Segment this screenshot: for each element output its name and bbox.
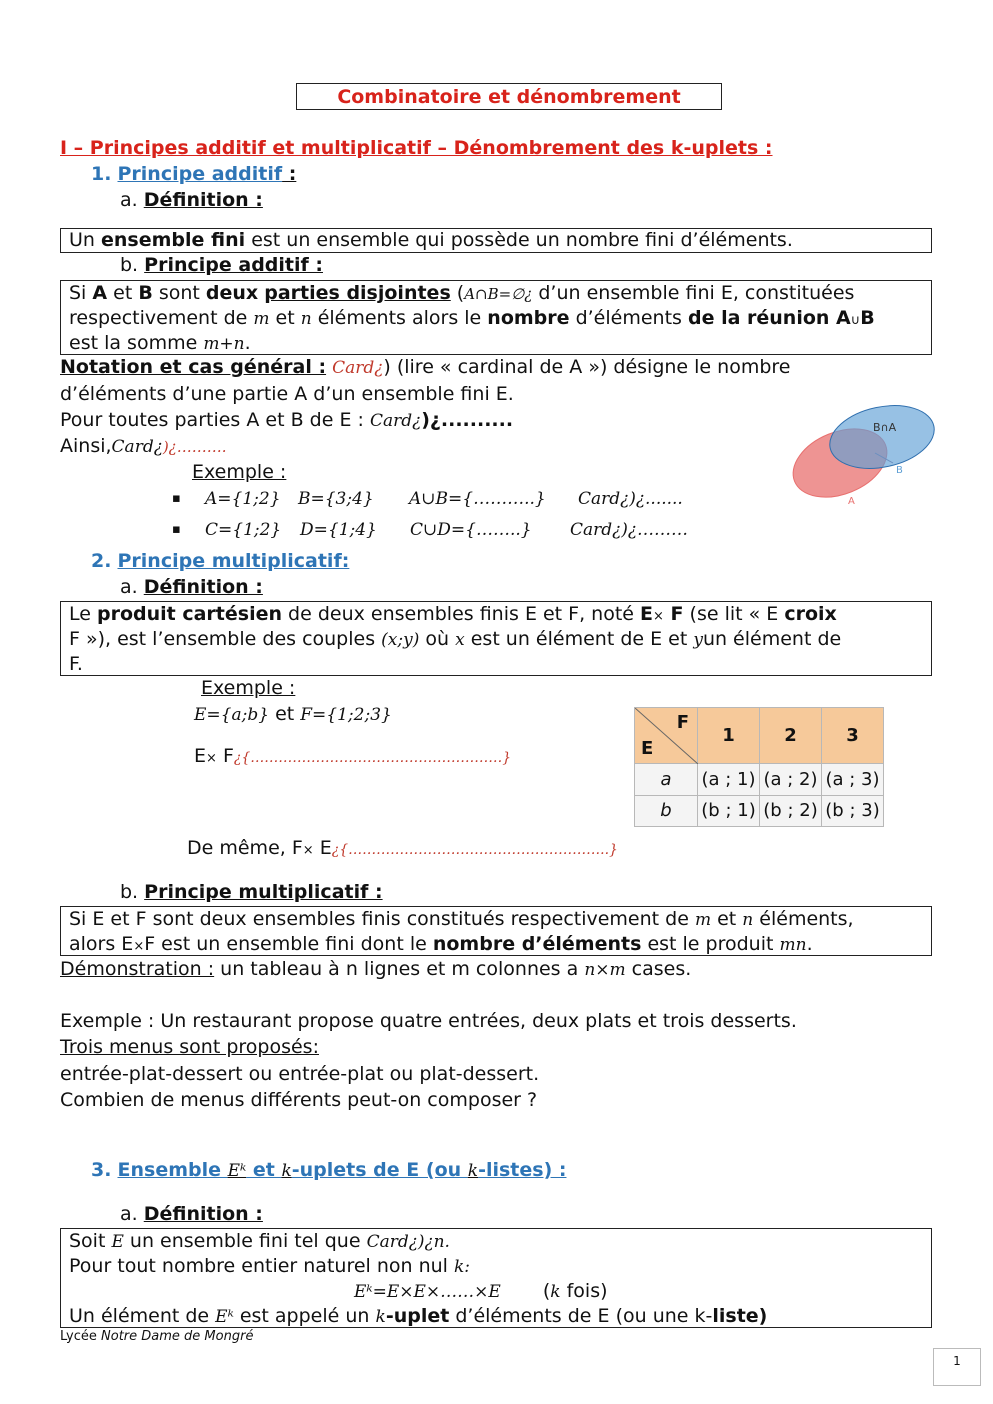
table-corner <box>635 708 698 764</box>
t: respectivement de <box>69 307 254 329</box>
t: nombre d’éléments <box>432 933 642 955</box>
definition-text <box>69 229 793 251</box>
line <box>69 306 875 333</box>
corner-e: E <box>641 738 654 759</box>
math: A={1;2} <box>205 489 281 509</box>
t: )¿.......... <box>421 409 514 431</box>
t: parties disjointes <box>264 282 451 304</box>
footer-school <box>60 1329 253 1344</box>
item-letter: a. <box>120 576 138 598</box>
t: E <box>313 837 332 859</box>
t: de deux ensembles finis E et F, noté <box>282 603 641 625</box>
t: F »), est l’ensemble des couples <box>69 628 382 650</box>
toutes-parties-line <box>60 409 513 431</box>
math: y <box>693 630 703 650</box>
sub-label: Principe multiplicatif: <box>117 550 350 572</box>
math: Card¿)¿....... <box>578 489 683 509</box>
math: m <box>694 910 712 930</box>
math: (x;y) <box>381 630 420 650</box>
t: . <box>806 933 813 955</box>
label-a: A <box>848 496 855 507</box>
sub-number: 1. <box>91 163 112 185</box>
line <box>354 1279 608 1305</box>
table-cell: (b ; 2) <box>760 795 822 827</box>
item-letter: a. <box>120 1203 138 1225</box>
math: k <box>550 1282 561 1302</box>
resto-line-4: Combien de menus différents peut-on composer ? <box>60 1089 538 1111</box>
corner-f: F <box>676 712 689 733</box>
math: C={1;2} <box>205 520 282 540</box>
t: ( <box>450 282 465 304</box>
t: deux <box>205 282 259 304</box>
exemple-label: Exemple : <box>192 461 287 483</box>
item-label: Définition : <box>143 189 263 211</box>
line <box>69 907 854 933</box>
t: ) (lire « cardinal de A ») désigne le nombre <box>383 356 791 378</box>
t: éléments, <box>753 908 854 930</box>
col-header: 3 <box>822 708 884 764</box>
sub-number: 3. <box>91 1159 112 1181</box>
math: k <box>375 1307 386 1327</box>
math: Eᵏ <box>227 1161 247 1181</box>
page-title: Combinatoire et dénombrement <box>337 86 681 108</box>
item-label: Définition : <box>143 1203 263 1225</box>
item-b-multiplicatif <box>120 881 383 903</box>
t: et <box>107 282 139 304</box>
t: Notre Dame de Mongré <box>101 1329 254 1344</box>
t: ∪ <box>850 313 861 328</box>
math: mn <box>779 935 807 955</box>
t: fois) <box>560 1280 608 1302</box>
item-label: Définition : <box>143 576 263 598</box>
line <box>69 602 837 629</box>
subsection-additif <box>91 163 296 185</box>
label-b-inter-a: B∩A <box>873 421 897 434</box>
t: Un élément de <box>69 1305 216 1327</box>
notation-label: Notation et cas général : <box>60 356 327 378</box>
math: n <box>300 309 312 329</box>
t: est la somme <box>69 332 204 354</box>
t: . <box>244 332 251 354</box>
table-cell: (b ; 1) <box>698 795 760 827</box>
t: -uplets de E (ou <box>291 1159 468 1181</box>
t: et <box>269 307 301 329</box>
t: est un ensemble qui possède un nombre fini d’éléments. <box>245 229 793 251</box>
resto-line-2: Trois menus sont proposés: <box>60 1036 319 1058</box>
t: B <box>138 282 153 304</box>
t: ( <box>542 1280 551 1302</box>
sub-number: 2. <box>91 550 112 572</box>
t: alors E <box>69 933 134 955</box>
math: Card¿)¿n. <box>366 1232 450 1252</box>
t: un tableau à n lignes et m colonnes a <box>214 958 585 980</box>
t: et <box>711 908 743 930</box>
math: Card¿ <box>111 437 163 457</box>
t: Soit <box>69 1230 112 1252</box>
math: k <box>281 1161 292 1181</box>
t: -listes) : <box>478 1159 567 1181</box>
math: Eᵏ=E×E×……×E <box>354 1282 501 1302</box>
math: D={1;4} <box>300 520 377 540</box>
t: est le produit <box>641 933 780 955</box>
t: E <box>640 603 654 625</box>
demonstration-line <box>60 958 691 980</box>
subsection-multiplicatif <box>91 550 349 572</box>
math: Card¿ <box>369 411 422 431</box>
math: n×m <box>584 960 626 980</box>
t: F <box>216 745 234 767</box>
line <box>69 627 841 653</box>
math: Card¿)¿……… <box>570 520 689 540</box>
t: F est un ensemble fini dont le <box>144 933 433 955</box>
math: F={1;2;3} <box>300 705 392 725</box>
bullet: ▪ <box>172 491 181 506</box>
math: m+n <box>203 334 245 354</box>
t: nombre <box>487 307 570 329</box>
t: E <box>194 745 207 767</box>
line <box>69 281 854 307</box>
math: E <box>111 1232 124 1252</box>
t: × <box>206 751 217 766</box>
venn-diagram <box>785 400 935 510</box>
t: cases. <box>625 958 692 980</box>
math: ¿{………………………………………………..} <box>331 842 618 858</box>
math: x <box>455 630 465 650</box>
t: (se lit « E <box>683 603 785 625</box>
math: ¿{………………………………………………} <box>233 750 512 766</box>
math: k <box>467 1161 479 1181</box>
t: Le <box>69 603 97 625</box>
t: et <box>269 703 301 725</box>
row-header: a <box>635 764 698 796</box>
item-label: Principe additif : <box>144 254 323 276</box>
t: Pour toutes parties A et B de E : <box>60 409 370 431</box>
math: E={a;b} <box>194 705 270 725</box>
exf-line <box>194 745 511 767</box>
table-cell: (a ; 2) <box>760 764 822 796</box>
t: d’un ensemble fini E, constituées <box>532 282 855 304</box>
t: Si <box>69 282 93 304</box>
math: A∩B=∅¿ <box>464 285 533 303</box>
t: Ainsi, <box>60 435 112 457</box>
item-a-definition <box>120 189 263 211</box>
t: Un <box>69 229 101 251</box>
t: un ensemble fini tel que <box>123 1230 367 1252</box>
resto-line-1: Exemple : Un restaurant propose quatre entrées, deux plats et trois desserts. <box>60 1010 797 1032</box>
math: m <box>253 309 270 329</box>
bullet: ▪ <box>172 522 181 537</box>
math: k: <box>454 1257 471 1277</box>
line <box>69 331 251 357</box>
notation-line <box>60 356 790 378</box>
item-letter: b. <box>120 881 139 903</box>
item-label: Principe multiplicatif : <box>144 881 383 903</box>
exemple-label-2: Exemple : <box>201 677 296 699</box>
item-letter: b. <box>120 254 139 276</box>
t: est un élément de E et <box>464 628 694 650</box>
section-heading: I – Principes additif et multiplicatif – Dénombrement des k-uplets : <box>60 137 773 159</box>
t: A <box>92 282 108 304</box>
line <box>69 1229 450 1255</box>
t: × <box>302 843 314 858</box>
t: où <box>419 628 456 650</box>
t: F <box>663 603 684 625</box>
table-cell: (b ; 3) <box>822 795 884 827</box>
math: A∪B={………..} <box>409 489 546 509</box>
cartesian-table <box>634 707 884 827</box>
subsection-kuplets <box>91 1159 566 1181</box>
t: De même, F <box>187 837 303 859</box>
t: sont <box>152 282 206 304</box>
table-cell: (a ; 1) <box>698 764 760 796</box>
t: éléments alors le <box>311 307 488 329</box>
math: Card¿ <box>332 358 384 378</box>
math: Eᵏ <box>215 1307 234 1327</box>
label-b: B <box>896 465 903 476</box>
t: Lycée <box>60 1329 102 1344</box>
t: Si E et F sont deux ensembles finis constitués respectivement de <box>69 908 695 930</box>
item-a-definition-3 <box>120 1203 263 1225</box>
t: Ensemble <box>117 1159 228 1181</box>
table-cell: (a ; 3) <box>822 764 884 796</box>
math: )¿………. <box>162 438 227 456</box>
line: F. <box>69 653 83 675</box>
sets-line <box>194 703 392 725</box>
notation-line-2: d’éléments d’une partie A d’un ensemble fini E. <box>60 383 514 405</box>
math: C∪D={……..} <box>410 520 532 540</box>
col-header: 1 <box>698 708 760 764</box>
resto-line-3: entrée-plat-dessert ou entrée-plat ou plat-dessert. <box>60 1063 540 1085</box>
t: ensemble fini <box>101 229 246 251</box>
math: n <box>742 910 754 930</box>
t: d’éléments <box>569 307 688 329</box>
sub-colon: : <box>282 163 297 185</box>
demo-label: Démonstration : <box>60 958 215 980</box>
t: un élément de <box>702 628 842 650</box>
t: -uplet <box>385 1305 450 1327</box>
math: B={3;4} <box>298 489 374 509</box>
t: × <box>653 609 664 624</box>
line <box>69 1304 767 1330</box>
fxe-line <box>187 837 618 859</box>
t: B <box>860 307 875 329</box>
col-header: 2 <box>760 708 822 764</box>
t: de la réunion A <box>687 307 851 329</box>
line <box>69 1254 470 1280</box>
sub-label: Principe additif <box>117 163 283 185</box>
row-header: b <box>635 795 698 827</box>
t: Pour tout nombre entier naturel non nul <box>69 1255 454 1277</box>
item-b-additif <box>120 254 323 276</box>
t: produit cartésien <box>96 603 283 625</box>
item-letter: a. <box>120 189 138 211</box>
ainsi-line <box>60 435 226 457</box>
t: et <box>246 1159 282 1181</box>
item-a-definition-2 <box>120 576 263 598</box>
page-number: 1 <box>953 1354 961 1368</box>
t: × <box>133 939 145 954</box>
t: d’éléments de E (ou une k- <box>449 1305 713 1327</box>
t: croix <box>784 603 837 625</box>
t: liste) <box>712 1305 768 1327</box>
t: est appelé un <box>233 1305 376 1327</box>
line <box>69 932 813 959</box>
